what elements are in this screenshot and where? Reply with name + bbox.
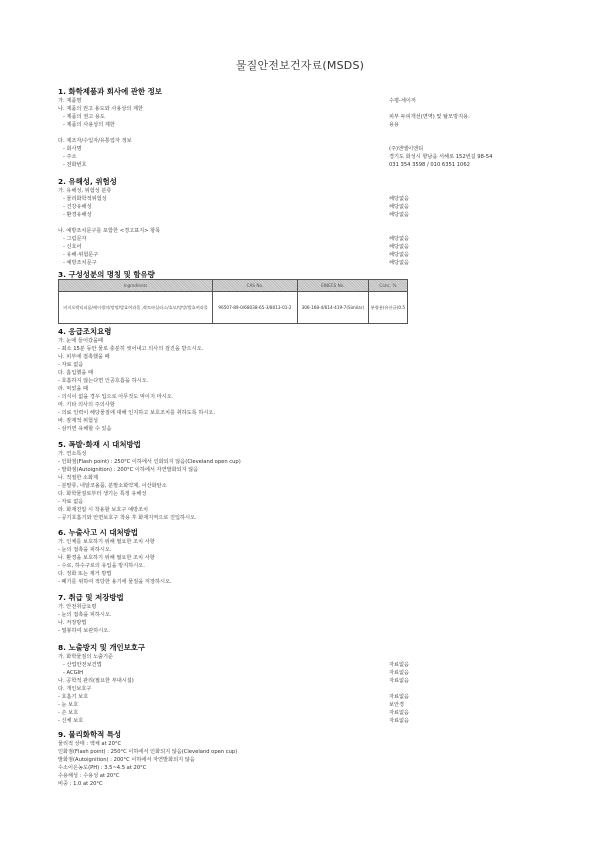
text-line: 나. 환경을 보호하기 위해 필요한 조치 사항: [58, 555, 155, 561]
row-label: - 손 보호: [58, 710, 79, 716]
text-line: - 자료 없음: [58, 362, 84, 368]
cell-cas-no: 96507-89-0/68038-65-3/8013-01-2: [213, 292, 298, 324]
text-line: - 눈의 접촉을 피하시오.: [58, 547, 112, 553]
section-9-physical-chemical: [58, 730, 548, 788]
info-row: [58, 161, 548, 169]
text-line: 수용해성 : 수용성 at 20°C: [58, 773, 120, 779]
col-einecs-no: EINECS No.: [297, 280, 368, 292]
row-label: - 주소: [63, 154, 77, 160]
info-row: [58, 113, 548, 121]
section-title: 8. 노출방지 및 개인보호구: [58, 643, 146, 652]
info-row: [58, 251, 548, 259]
row-value: 경기도 화성시 향남읍 서해로 152번길 98-54: [389, 154, 493, 160]
text-line: 나. 저장방법: [58, 620, 87, 626]
text-line: - 의료 인력이 해당물질에 대해 인지하고 보호조치를 취하도록 하시오.: [58, 410, 216, 416]
text-line: - 최소 15분 동안 물로 충분히 씻어내고 의사의 검진을 받으시오.: [58, 346, 204, 352]
section-title: 5. 폭발·화재 시 대처방법: [58, 440, 141, 449]
row-value: 031 354 3598 / 010 6351 1062: [389, 162, 470, 168]
text-line: 가. 안전취급요령: [58, 604, 97, 610]
info-row: [58, 187, 548, 195]
row-label: - 건강유해성: [63, 204, 92, 210]
row-value: 해당없음: [389, 196, 410, 202]
text-line: 라. 화재진압 시 착용할 보호구 예방조치: [58, 507, 149, 513]
table-row: [59, 292, 408, 324]
section-8-exposure-controls: [58, 643, 548, 725]
text-line: 다. 흡입했을 때: [58, 370, 94, 376]
section-title: 9. 물리화학적 특성: [58, 730, 122, 739]
section-title: 3. 구성성분의 명칭 및 함유량: [58, 270, 155, 279]
text-line: 수소이온농도(PH) : 3.5~4.5 at 20°C: [58, 765, 147, 771]
text-line: - 발화점(Autoignition) : 200°C 이하에서 자연발화되지 않음: [58, 467, 199, 473]
text-line: 발화점(Autoignition) : 200°C 이하에서 자연발화되지 않음: [58, 757, 195, 763]
info-row: [58, 145, 548, 153]
row-label: 나. 공학적 관리(필요한 부대시설): [58, 678, 134, 684]
text-line: 바. 잠재적 위험성: [58, 418, 99, 424]
section-title: 2. 유해성, 위험성: [58, 177, 117, 186]
text-line: - 자료 없음: [58, 499, 84, 505]
text-line: - 의식이 없을 경우 입으로 아무것도 먹이지 마시오.: [58, 394, 174, 400]
text-line: 가. 눈에 들어갔을때: [58, 338, 104, 344]
row-label: - 유해·위험문구: [63, 252, 99, 258]
text-line: 가. 인체를 보호하기 위해 필요한 조치 사항: [58, 539, 155, 545]
row-label: - 예방조치문구: [63, 260, 97, 266]
text-line: - 분말류, 내알코올품, 분말소화약제, 이산화탄소: [58, 483, 167, 489]
row-value: 해당없음: [389, 204, 410, 210]
row-value: 용용: [389, 122, 400, 128]
row-label: 다. 제조자/수입자/유통업자 정보: [58, 138, 132, 144]
section-title: 1. 화학제품과 회사에 관한 정보: [58, 87, 162, 96]
text-line: - 눈의 접촉을 피하시오.: [58, 612, 112, 618]
row-label: - 신체 보호: [58, 718, 84, 724]
row-value: 자료없음: [389, 710, 410, 716]
cell-ingredients: 비지오박티피움/에이생의/망망/발효여과물 ,락토바실러스/효모/망망/발효여과물: [59, 292, 213, 324]
row-value: 해당없음: [389, 260, 410, 266]
info-row: [58, 203, 548, 211]
row-value: 해당없음: [389, 244, 410, 250]
composition-table: [58, 279, 408, 324]
row-label: - 호흡기 보호: [58, 694, 89, 700]
info-row: [58, 717, 548, 725]
row-value: 보안경: [389, 702, 405, 708]
row-label: - 제품의 사용상의 제한: [63, 122, 115, 128]
row-label: - 그림문자: [63, 236, 87, 242]
row-label: 다. 개인보호구: [58, 686, 92, 692]
row-value: 피부 두피개선(면역) 및 탈모방지용.: [389, 114, 470, 120]
section-7-handling-storage: [58, 593, 548, 635]
info-row: [58, 243, 548, 251]
row-value: 자료없음: [389, 718, 410, 724]
row-value: 해당없음: [389, 212, 410, 218]
text-line: 라. 먹었을 때: [58, 386, 89, 392]
row-label: 가. 제품명: [58, 98, 82, 104]
col-ingredients: Ingredients: [59, 280, 213, 292]
info-row: [58, 661, 548, 669]
info-row: [58, 693, 548, 701]
info-row: [58, 97, 548, 105]
text-line: - 공기호흡기와 안면보호구 착용 후 화재지역으로 진입하시오.: [58, 515, 197, 521]
section-6-accidental-release: [58, 528, 548, 586]
text-line: 나. 피부에 접촉했을 때: [58, 354, 110, 360]
info-row: [58, 137, 548, 145]
text-line: 다. 정화 또는 제거 방법: [58, 571, 112, 577]
row-label: 나. 제품의 권고 용도와 사용상의 제한: [58, 106, 144, 112]
text-line: - 폐기를 위하여 적당한 용기에 물질을 저장하시오.: [58, 579, 172, 585]
info-row: [58, 235, 548, 243]
info-row: [58, 153, 548, 161]
info-row: [58, 121, 548, 129]
text-line: 인화점(Flash point) : 250°C 이하에서 인화되지 않음(Cleveland open cup): [58, 749, 238, 755]
text-line: - 수로, 하수구로의 유입을 방지하시오.: [58, 563, 145, 569]
row-value: 자료없음: [389, 670, 410, 676]
info-row: [58, 709, 548, 717]
info-row: [58, 677, 548, 685]
info-row: [58, 669, 548, 677]
row-label: - 신호어: [63, 244, 82, 250]
row-value: 해당없음: [389, 252, 410, 258]
row-value: 자료없음: [389, 662, 410, 668]
row-label: - 전화번호: [63, 162, 87, 168]
text-line: - 인화점(Flash point) : 250°C 이하에서 인화되지 않음(Cleveland open cup): [58, 459, 241, 465]
document-title: 물질안전보건자료(MSDS): [235, 59, 365, 72]
row-label: - 제품의 권고 용도: [63, 114, 105, 120]
info-row: [58, 653, 548, 661]
row-label: - 환경유해성: [63, 212, 92, 218]
cell-conc: 분량용(유산균)0.5: [368, 292, 407, 324]
row-label: - 산업안전보건법: [63, 662, 102, 668]
section-2-hazards: [58, 177, 548, 267]
text-line: 마. 기타 의사의 주의사항: [58, 402, 115, 408]
row-value: 수평-세이저: [389, 98, 416, 104]
section-title: 7. 취급 및 저장방법: [58, 593, 124, 602]
row-value: 자료없음: [389, 678, 410, 684]
text-line: 나. 적절한 소화제: [58, 475, 99, 481]
row-label: - 눈 보호: [58, 702, 79, 708]
row-label: - 물리화학적위험성: [63, 196, 107, 202]
row-label: - 회사명: [63, 146, 82, 152]
row-label: 나. 예방조치문구를 포함한 <경고표지> 항목: [58, 228, 161, 234]
info-row: [58, 259, 548, 267]
text-line: - 삼키면 유해할 수 있음: [58, 426, 112, 432]
section-5-fire-fighting: [58, 440, 548, 522]
text-line: - 호흡하지 않는다면 인공호흡을 하시오.: [58, 378, 149, 384]
info-row: [58, 227, 548, 235]
col-conc: Conc. %: [368, 280, 407, 292]
row-label: - ACGIH: [63, 670, 84, 676]
row-value: 해당없음: [389, 236, 410, 242]
section-1-company-info: [58, 87, 548, 169]
row-value: 자료없음: [389, 694, 410, 700]
info-row: [58, 701, 548, 709]
row-label: 가. 화학물질의 노출기준: [58, 654, 114, 660]
section-title: 6. 누출사고 시 대처방법: [58, 528, 138, 537]
info-row: [58, 211, 548, 219]
info-row: [58, 195, 548, 203]
row-label: 가. 유해성, 위험성 분류: [58, 188, 112, 194]
text-line: 비중 : 1.0 at 20°C: [58, 781, 103, 787]
col-cas-no: CAS No.: [213, 280, 298, 292]
info-row: [58, 685, 548, 693]
info-row: [58, 105, 548, 113]
section-4-first-aid: [58, 327, 548, 433]
cell-einecs-no: 306-168-4/614-419-7(Similar): [297, 292, 368, 324]
text-line: 가. 연소특성: [58, 451, 87, 457]
text-line: 다. 화학물질로부터 생기는 특정 유해성: [58, 491, 147, 497]
text-line: - 밀봉하여 보관하시오.: [58, 628, 110, 634]
text-line: 물리적 상태 : 액체 at 20°C: [58, 741, 122, 747]
row-value: (주)엔엘이엔티: [389, 146, 424, 152]
section-title: 4. 응급조치요령: [58, 327, 112, 336]
table-header-row: [59, 280, 408, 292]
